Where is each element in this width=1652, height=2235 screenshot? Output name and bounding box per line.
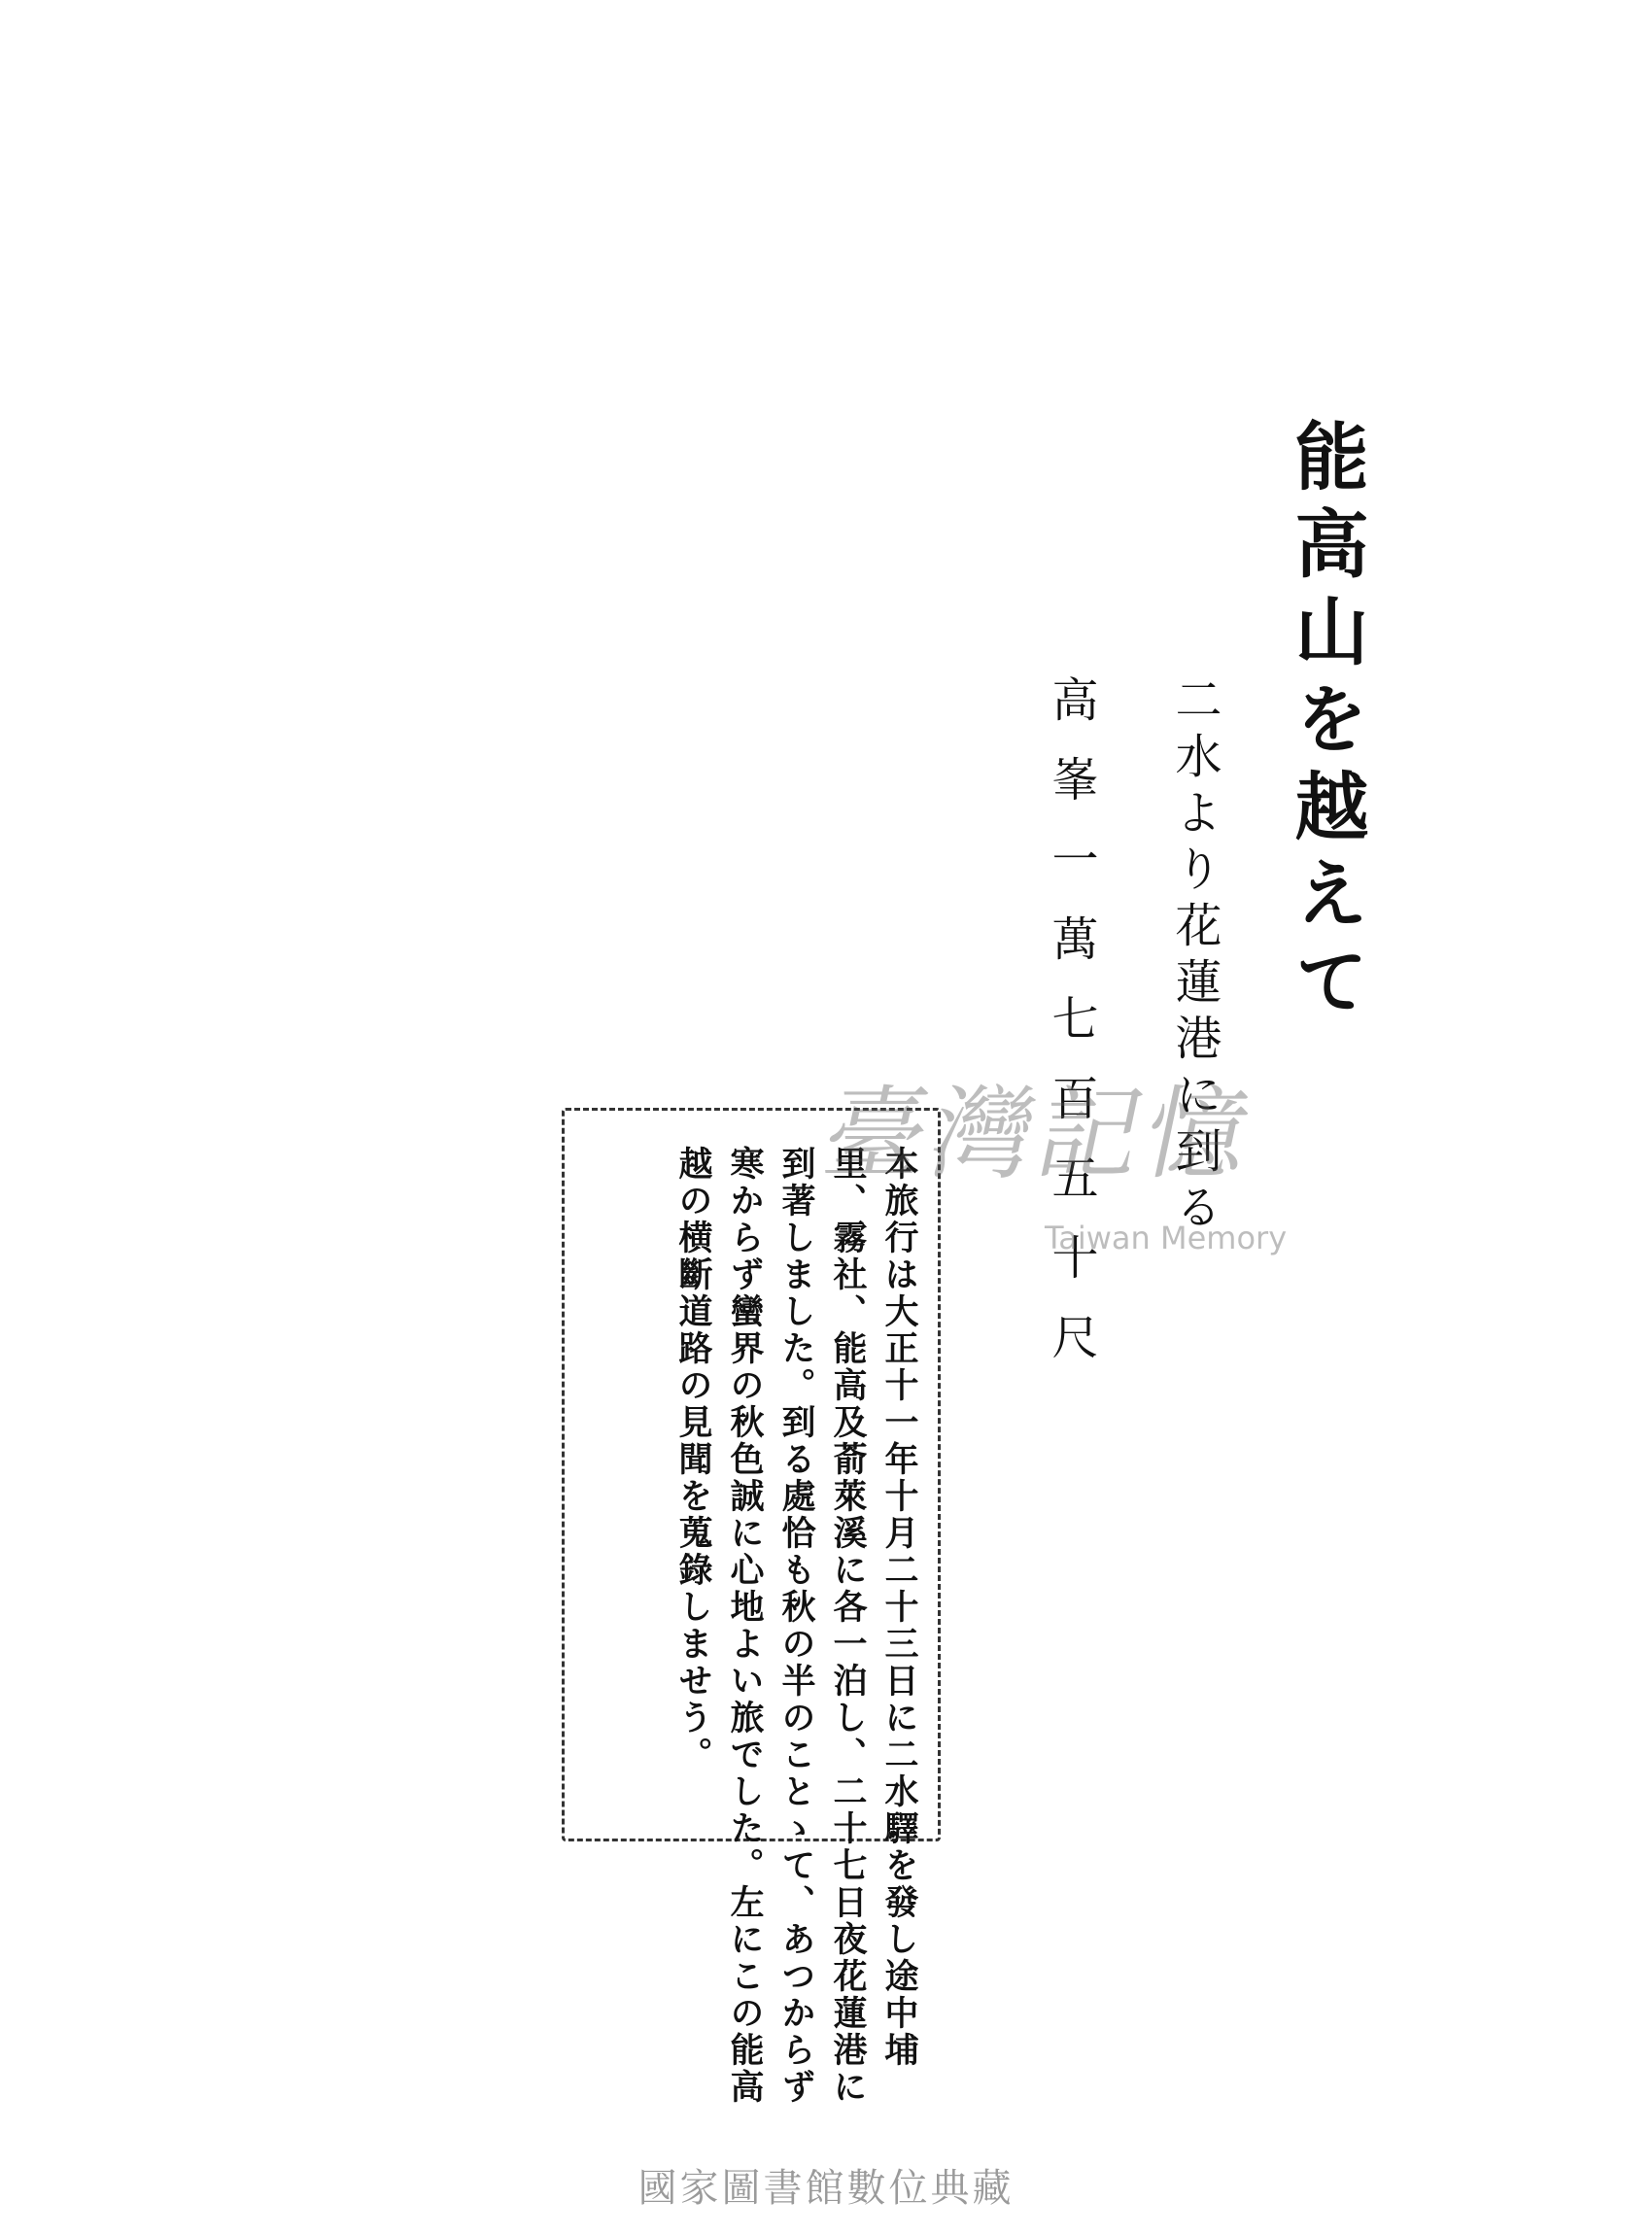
notice-box [562,1108,941,2106]
notice-line: 越の横斷道路の見聞を蒐錄しませう。 [673,1146,713,1773]
footer-text: 國家圖書館數位典藏 [637,2166,1015,2211]
notice-line: 本旅行は大正十一年十月二十三日に二水驛を發し途中埔 [879,1146,919,2069]
notice-line: 寒からず蠻界の秋色誠に心地よい旅でした。左にこの能高 [725,1146,765,2106]
notice-line: 里、霧社、能高及萮萊溪に各一泊し、二十七日夜花蓮港に [828,1146,868,2106]
notice-text [673,1146,919,2106]
watermark-subtitle: Taiwan Memory [1045,1220,1288,1256]
subtitle: 二水より花蓮港に到る [1167,675,1222,1239]
watermark-title: 臺灣記憶 [813,1075,1266,1193]
page-title: 能高山を越えて [1283,418,1369,1030]
elevation-line: 高峯一萬七百五十尺 [1044,675,1098,1393]
notice-line: 到著しました。到る處恰も秋の半のことゝて、あつからず [776,1146,816,2106]
